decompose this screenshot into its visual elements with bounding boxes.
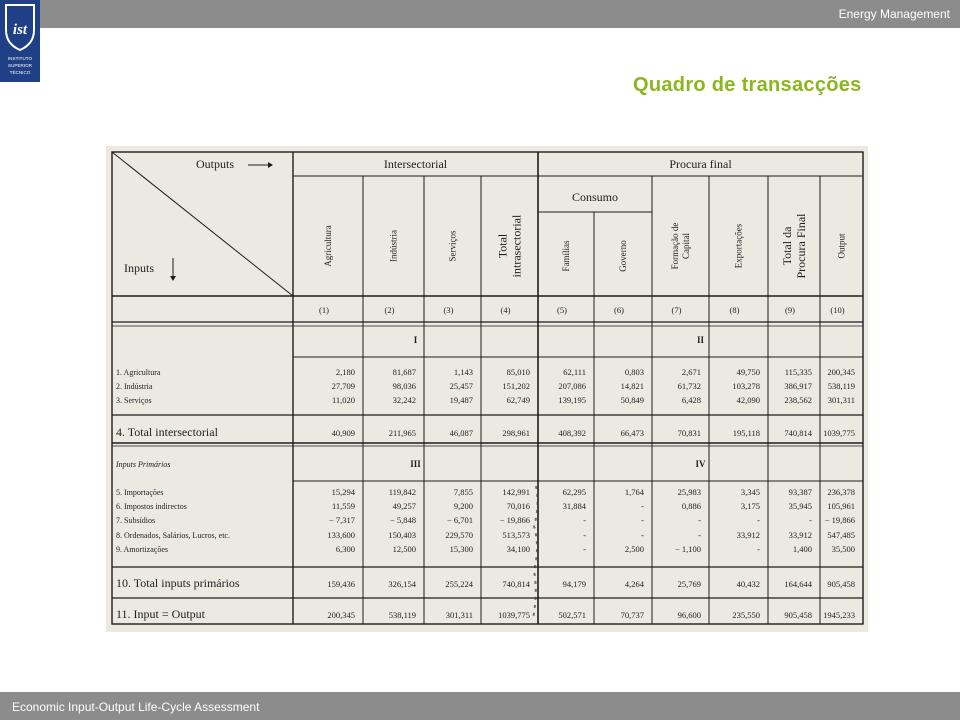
- sector-row-cell: 14,821: [620, 381, 644, 391]
- input-output-row-cell: 538,119: [388, 610, 416, 620]
- column-header: Exportações: [733, 223, 744, 269]
- primary-row-cell: 105,961: [827, 501, 855, 511]
- sector-row-cell: 2,671: [681, 367, 701, 377]
- slide-title: Quadro de transacções: [633, 74, 862, 96]
- total-primarios-row-cell: 4,264: [624, 579, 644, 589]
- footer-bar: [0, 692, 960, 720]
- column-number: (8): [729, 305, 740, 315]
- primary-row-cell: 6,300: [335, 544, 355, 554]
- column-number: (2): [384, 305, 395, 315]
- primary-row-cell: -: [641, 530, 644, 540]
- primary-row-cell: 15,300: [449, 544, 473, 554]
- total-primarios-row-cell: 40,432: [736, 579, 760, 589]
- corner-outputs-label: Outputs: [196, 157, 235, 171]
- primary-row-cell: 25,983: [677, 487, 701, 497]
- column-header: Agricultura: [323, 225, 333, 267]
- sector-row-cell: 207,086: [558, 381, 586, 391]
- column-header: intrasectorial: [509, 214, 524, 278]
- sector-row-cell: 11,020: [331, 395, 355, 405]
- input-output-row-cell: 1039,775: [498, 610, 530, 620]
- primary-row-cell: 49,257: [392, 501, 416, 511]
- sector-row-cell: 538,119: [827, 381, 855, 391]
- total-primarios-row-cell: 94,179: [562, 579, 586, 589]
- primary-row-cell: -: [757, 515, 760, 525]
- sector-row-cell: 2,180: [335, 367, 355, 377]
- sector-row-label: 3. Serviços: [116, 396, 152, 405]
- primary-row-cell: 62,295: [562, 487, 586, 497]
- column-number: (6): [614, 305, 624, 315]
- input-output-row-cell: 96,600: [677, 610, 701, 620]
- primary-row-cell: -: [641, 515, 644, 525]
- primary-row-cell: 1,400: [792, 544, 812, 554]
- primary-row-label: 6. Impostos indirectos: [116, 502, 187, 511]
- top-bar: [0, 0, 960, 28]
- sector-row-cell: 81,687: [392, 367, 416, 377]
- primary-row-cell: 0,886: [681, 501, 701, 511]
- sector-row-cell: 50,849: [620, 395, 644, 405]
- primary-row-cell: -: [698, 530, 701, 540]
- primary-row-cell: − 5,848: [389, 515, 416, 525]
- primary-row-label: 8. Ordenados, Salários, Lucros, etc.: [116, 531, 230, 540]
- total-primarios-row-cell: 740,814: [502, 579, 530, 589]
- quadrant-4: IV: [695, 459, 706, 469]
- total-intersectorial-row-cell: 70,831: [677, 428, 701, 438]
- sector-row-cell: 151,202: [502, 381, 530, 391]
- column-header: Procura Final: [794, 213, 808, 279]
- sector-row-cell: 0,803: [624, 367, 644, 377]
- primary-row-cell: 133,600: [327, 530, 355, 540]
- quadrant-1: I: [413, 335, 418, 345]
- sector-row-label: 1. Agricultura: [116, 368, 161, 377]
- total-primarios-row-cell: 164,644: [784, 579, 812, 589]
- primary-row-cell: − 19,866: [499, 515, 530, 525]
- sector-row-cell: 98,036: [392, 381, 416, 391]
- corner-inputs-label: Inputs: [124, 261, 154, 275]
- input-output-row-cell: 301,311: [445, 610, 473, 620]
- sector-row-cell: 62,111: [563, 367, 586, 377]
- group-consumo: Consumo: [571, 190, 619, 204]
- primary-row-cell: − 1,100: [674, 544, 701, 554]
- quadrant-3: III: [410, 459, 421, 469]
- transactions-table-scan: [106, 146, 868, 632]
- column-number: (9): [785, 305, 795, 315]
- sector-row-cell: 25,457: [449, 381, 473, 391]
- primary-row-cell: − 7,317: [328, 515, 355, 525]
- svg-text:ist: ist: [12, 22, 28, 38]
- sector-row-cell: 19,487: [449, 395, 473, 405]
- input-output-row-cell: 70,737: [620, 610, 644, 620]
- primary-row-cell: -: [809, 515, 812, 525]
- sector-row-label: 2. Indústria: [116, 382, 153, 391]
- ist-logo: [0, 0, 40, 82]
- total-primarios-row-cell: 255,224: [445, 579, 473, 589]
- column-header: Serviços: [447, 230, 458, 262]
- primary-row-cell: 34,100: [506, 544, 530, 554]
- input-output-row-cell: 200,345: [327, 610, 355, 620]
- sector-row-cell: 1,143: [453, 367, 473, 377]
- total-intersectorial-row-cell: 195,118: [732, 428, 760, 438]
- primary-row-cell: -: [641, 501, 644, 511]
- total-intersectorial-row-cell: 408,392: [558, 428, 586, 438]
- inputs-primarios-label: Inputs Primários: [116, 460, 171, 469]
- svg-text:TÉCNICO: TÉCNICO: [9, 70, 31, 75]
- primary-row-cell: 15,294: [331, 487, 355, 497]
- total-primarios-row-label: 10. Total inputs primários: [116, 576, 240, 590]
- input-output-row-cell: 905,458: [784, 610, 812, 620]
- primary-row-cell: 513,573: [502, 530, 530, 540]
- sector-row-cell: 103,278: [732, 381, 760, 391]
- sector-row-cell: 42,090: [736, 395, 760, 405]
- sector-row-cell: 32,242: [392, 395, 416, 405]
- primary-row-cell: − 19,866: [824, 515, 855, 525]
- primary-row-cell: − 6,701: [446, 515, 473, 525]
- primary-row-cell: 236,378: [827, 487, 855, 497]
- sector-row-cell: 62,749: [506, 395, 530, 405]
- primary-row-label: 5. Importações: [116, 488, 164, 497]
- sector-row-cell: 139,195: [558, 395, 586, 405]
- input-output-row-cell: 502,571: [558, 610, 586, 620]
- primary-row-cell: 31,884: [562, 501, 586, 511]
- column-number: (10): [830, 305, 845, 315]
- total-intersectorial-row-cell: 211,965: [388, 428, 416, 438]
- total-primarios-row-cell: 905,458: [827, 579, 855, 589]
- column-header: Indústria: [388, 230, 399, 262]
- primary-row-cell: 9,200: [453, 501, 473, 511]
- total-intersectorial-row-cell: 298,961: [502, 428, 530, 438]
- sector-row-cell: 6,428: [681, 395, 701, 405]
- sector-row-cell: 85,010: [506, 367, 530, 377]
- total-intersectorial-row-cell: 46,087: [449, 428, 473, 438]
- primary-row-cell: 547,485: [827, 530, 855, 540]
- column-number: (7): [671, 305, 682, 315]
- corner-inputs-arrowhead: [170, 276, 176, 281]
- sector-row-cell: 200,345: [827, 367, 855, 377]
- column-header: Famílias: [561, 240, 571, 272]
- total-primarios-row-cell: 159,436: [327, 579, 355, 589]
- column-header: Total: [495, 233, 510, 259]
- primary-row-cell: -: [698, 515, 701, 525]
- column-header: Formação de: [670, 222, 680, 270]
- header-title: Energy Management: [838, 7, 950, 21]
- primary-row-label: 7. Subsídios: [116, 516, 156, 525]
- input-output-row-cell: 235,550: [732, 610, 760, 620]
- column-header: Output: [836, 233, 847, 259]
- column-number: (3): [443, 305, 454, 315]
- sector-row-cell: 49,750: [736, 367, 760, 377]
- primary-row-cell: 35,945: [788, 501, 812, 511]
- primary-row-cell: 11,559: [331, 501, 355, 511]
- primary-row-cell: 12,500: [392, 544, 416, 554]
- total-primarios-row-cell: 25,769: [677, 579, 701, 589]
- corner-outputs-arrowhead: [268, 162, 273, 168]
- primary-row-label: 9. Amortizações: [116, 545, 168, 554]
- group-procura-final: Procura final: [669, 157, 732, 171]
- input-output-row-label: 11. Input = Output: [116, 607, 205, 621]
- primary-row-cell: -: [583, 515, 586, 525]
- column-header: Governo: [618, 240, 628, 272]
- primary-row-cell: 33,912: [788, 530, 812, 540]
- sector-row-cell: 115,335: [784, 367, 812, 377]
- primary-row-cell: 70,016: [506, 501, 530, 511]
- sector-row-cell: 301,311: [827, 395, 855, 405]
- primary-row-cell: -: [583, 530, 586, 540]
- svg-text:INSTITUTO: INSTITUTO: [7, 56, 33, 61]
- primary-row-cell: -: [583, 544, 586, 554]
- primary-row-cell: 93,387: [788, 487, 812, 497]
- total-intersectorial-row-label: 4. Total intersectorial: [116, 425, 218, 439]
- group-intersectorial: Intersectorial: [383, 157, 448, 171]
- total-intersectorial-row-cell: 740,814: [784, 428, 812, 438]
- quadrant-2: II: [696, 335, 705, 345]
- sector-row-cell: 386,917: [784, 381, 812, 391]
- input-output-row-cell: 1945,233: [823, 610, 855, 620]
- primary-row-cell: 150,403: [388, 530, 416, 540]
- primary-row-cell: 33,912: [736, 530, 760, 540]
- total-primarios-row-cell: 326,154: [388, 579, 416, 589]
- total-intersectorial-row-cell: 40,909: [331, 428, 355, 438]
- total-intersectorial-row-cell: 1039,775: [823, 428, 855, 438]
- sector-row-cell: 238,562: [784, 395, 812, 405]
- footer-text: Economic Input-Output Life-Cycle Assessment: [12, 700, 260, 714]
- primary-row-cell: 142,991: [502, 487, 530, 497]
- primary-row-cell: 35,500: [831, 544, 855, 554]
- column-header: Capital: [681, 233, 691, 259]
- primary-row-cell: 2,500: [624, 544, 644, 554]
- column-number: (4): [500, 305, 511, 315]
- primary-row-cell: 119,842: [388, 487, 416, 497]
- scan-smudge: [533, 486, 538, 619]
- primary-row-cell: -: [757, 544, 760, 554]
- total-intersectorial-row-cell: 66,473: [620, 428, 644, 438]
- primary-row-cell: 229,570: [445, 530, 473, 540]
- sector-row-cell: 61,732: [677, 381, 701, 391]
- column-number: (5): [557, 305, 567, 315]
- primary-row-cell: 3,345: [740, 487, 760, 497]
- svg-text:SUPERIOR: SUPERIOR: [8, 63, 32, 68]
- primary-row-cell: 3,175: [740, 501, 760, 511]
- column-header: Total da: [780, 226, 794, 266]
- primary-row-cell: 1,764: [624, 487, 644, 497]
- primary-row-cell: 7,855: [453, 487, 473, 497]
- sector-row-cell: 27,709: [331, 381, 355, 391]
- column-number: (1): [319, 305, 329, 315]
